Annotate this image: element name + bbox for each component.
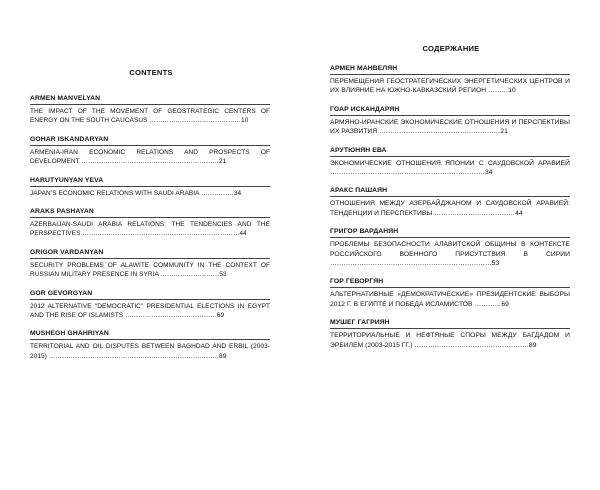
toc-page-number: 10 — [508, 87, 516, 95]
toc-title-text: АЛЬТЕРНАТИВНЫЕ «ДЕМОКРАТИЧЕСКИЕ» ПРЕЗИДЕНТСКИЕ ВЫБОРЫ 2012 Г. В ЕГИПТЕ И ПОБЕДА ИСЛАМИСТОВ — [330, 291, 570, 308]
toc-leader: ……………………… — [158, 271, 220, 279]
toc-author: АРМЕН МАНВЕЛЯН — [330, 64, 570, 75]
toc-leader: …………… — [199, 189, 234, 197]
toc-page-number: 44 — [515, 209, 523, 217]
toc-leader: ……………………………………………………… — [79, 158, 219, 166]
toc-title-text: 2012 ALTERNATIVE “DEMOCRATIC” PRESIDENTIAL ELECTIONS IN EGYPT AND THE RISE OF ISLAMISTS — [30, 302, 270, 320]
toc-leader: ………… — [472, 300, 502, 308]
contents-heading: CONTENTS — [129, 68, 173, 77]
toc-title[interactable] — [30, 220, 270, 239]
toc-author: MUSHEGH GHAHRIYAN — [30, 329, 270, 340]
toc-title-text: ЭКОНОМИЧЕСКИЕ ОТНОШЕНИЯ ЯПОНИИ С САУДОВСКОЙ АРАВИЕЙ — [330, 159, 570, 167]
toc-page-number: 10 — [241, 117, 249, 125]
toc-title-text: ОТНОШЕНИЯ МЕЖДУ АЗЕРБАЙДЖАНОМ И САУДОВСКОЙ АРАВИЕЙ: ТЕНДЕНЦИИ И ПЕРСПЕКТИВЫ — [330, 200, 570, 217]
toc-title[interactable] — [30, 107, 270, 126]
toc-entry — [30, 135, 270, 167]
toc-title[interactable] — [30, 189, 270, 198]
toc-leader: …………………………………………………………………… — [46, 352, 220, 360]
toc-title[interactable] — [330, 199, 570, 218]
toc-page-number: 69 — [216, 312, 225, 320]
toc-author: ГОР ГЕВОРГЯН — [330, 277, 570, 288]
toc-title-text: ПРОБЛЕМЫ БЕЗОПАСНОСТИ АЛАВИТСКОЙ ОБЩИНЫ В КОНТЕКСТЕ РОССИЙСКОГО ВОЕННОГО ПРИСУТСТВИЯ В СИРИИ — [330, 241, 570, 258]
toc-title[interactable] — [330, 77, 570, 96]
toc-page-number: 69 — [501, 300, 509, 308]
toc-title[interactable] — [330, 331, 570, 350]
toc-page-number: 89 — [528, 341, 537, 349]
english-contents-column — [30, 68, 270, 370]
toc-title-text: JAPAN’S ECONOMIC RELATIONS WITH SAUDI ARABIA — [30, 189, 200, 197]
toc-page-number: 21 — [218, 158, 227, 166]
toc-title[interactable] — [330, 159, 570, 178]
toc-page-number: 53 — [219, 271, 227, 279]
toc-page-number: 53 — [491, 260, 500, 268]
toc-leader: ……… — [486, 87, 509, 95]
toc-entry — [330, 64, 570, 96]
toc-leader: …………………………………… — [123, 312, 217, 320]
toc-author: ГОАР ИСКАНДАРЯН — [330, 105, 570, 116]
toc-title[interactable] — [330, 240, 570, 268]
soderzhanie-heading: СОДЕРЖАНИЕ — [422, 44, 480, 53]
toc-entry — [30, 207, 270, 239]
toc-entry — [330, 277, 570, 309]
toc-title[interactable] — [30, 302, 270, 321]
toc-entry — [30, 94, 270, 126]
toc-title[interactable] — [30, 342, 270, 361]
toc-author: ГРИГОР ВАРДАНЯН — [330, 227, 570, 238]
toc-title-text: ARMENIA-IRAN ECONOMIC RELATIONS AND PROSPECTS OF DEVELOPMENT — [30, 148, 270, 166]
toc-leader: ……………………………… — [432, 209, 516, 217]
toc-leader: ……………………………………………… — [377, 128, 501, 136]
toc-entry — [330, 227, 570, 268]
toc-author: GOR GEVORGYAN — [30, 289, 270, 300]
toc-title-text: ТЕРРИТОРИАЛЬНЫЕ И НЕФТЯНЫЕ СПОРЫ МЕЖДУ БАГДАДОМ И ЭРБИЛЕМ (2003-2015 ГГ.) — [330, 332, 570, 349]
toc-author: GRIGOR VARDANYAN — [30, 248, 270, 259]
toc-author: ARAKS PASHAYAN — [30, 207, 270, 218]
toc-page-number: 34 — [233, 189, 242, 197]
toc-author: HARUTYUNYAN YEVA — [30, 176, 270, 187]
toc-author: МУШЕГ ГАГРИЯН — [330, 318, 570, 329]
toc-author: GOHAR ISKANDARYAN — [30, 135, 270, 146]
toc-entry — [330, 318, 570, 350]
toc-entry — [30, 329, 270, 361]
toc-title-text: THE IMPACT OF THE MOVEMENT OF GEOSTRATEGIC CENTERS OF ENERGY ON THE SOUTH CAUCASUS — [30, 108, 270, 125]
toc-title[interactable] — [30, 148, 270, 167]
toc-entry — [30, 289, 270, 321]
toc-page-number: 44 — [239, 230, 247, 238]
toc-entry — [330, 105, 570, 137]
toc-leader: ……………………………………………………………… — [80, 230, 240, 238]
toc-page-number: 21 — [500, 128, 508, 136]
toc-author: АРУТЮНЯН ЕВА — [330, 146, 570, 157]
toc-title-text: АРМЯНО-ИРАНСКИЕ ЭКОНОМИЧЕСКИЕ ОТНОШЕНИЯ И ПЕРСПЕКТИВЫ ИХ РАЗВИТИЯ — [330, 118, 570, 136]
toc-title[interactable] — [330, 118, 570, 137]
toc-entry — [330, 186, 570, 218]
toc-author: АРАКС ПАШАЯН — [330, 186, 570, 197]
toc-leader: …………………………………………… — [412, 341, 529, 349]
toc-leader: …………………………………………………………… — [330, 169, 485, 177]
toc-title-text: ПЕРЕМЕЩЕНИЯ ГЕОСТРАТЕГИЧЕСКИХ ЭНЕРГЕТИЧЕСКИХ ЦЕНТРОВ И ИХ ВЛИЯНИЕ НА ЮЖНО-КАВКАЗСКИЙ РЕГИОН — [330, 78, 570, 95]
toc-title-text: SECURITY PROBLEMS OF ALAWITE COMMUNITY IN THE CONTEXT OF RUSSIAN MILITARY PRESENCE IN SYRIA — [30, 261, 270, 279]
toc-entry — [30, 176, 270, 198]
toc-page-number: 89 — [219, 352, 227, 360]
russian-contents-column — [330, 44, 570, 359]
toc-title-text: TERRITORIAL AND OIL DISPUTES BETWEEN BAGHDAD AND ERBIL (2003-2015) — [30, 343, 270, 360]
toc-leader: ……………………………………………………………… — [330, 260, 492, 268]
toc-title-text: AZERBAIJAN-SAUDI ARABIA RELATIONS: THE TENDENCIES AND THE PERSPECTIVES — [30, 221, 270, 238]
toc-entry — [30, 248, 270, 280]
toc-author: ARMEN MANVELYAN — [30, 94, 270, 105]
toc-leader: …………………………………… — [147, 117, 242, 125]
toc-page-number: 34 — [484, 169, 493, 177]
toc-entry — [330, 146, 570, 178]
toc-title[interactable] — [330, 290, 570, 309]
toc-title[interactable] — [30, 261, 270, 280]
